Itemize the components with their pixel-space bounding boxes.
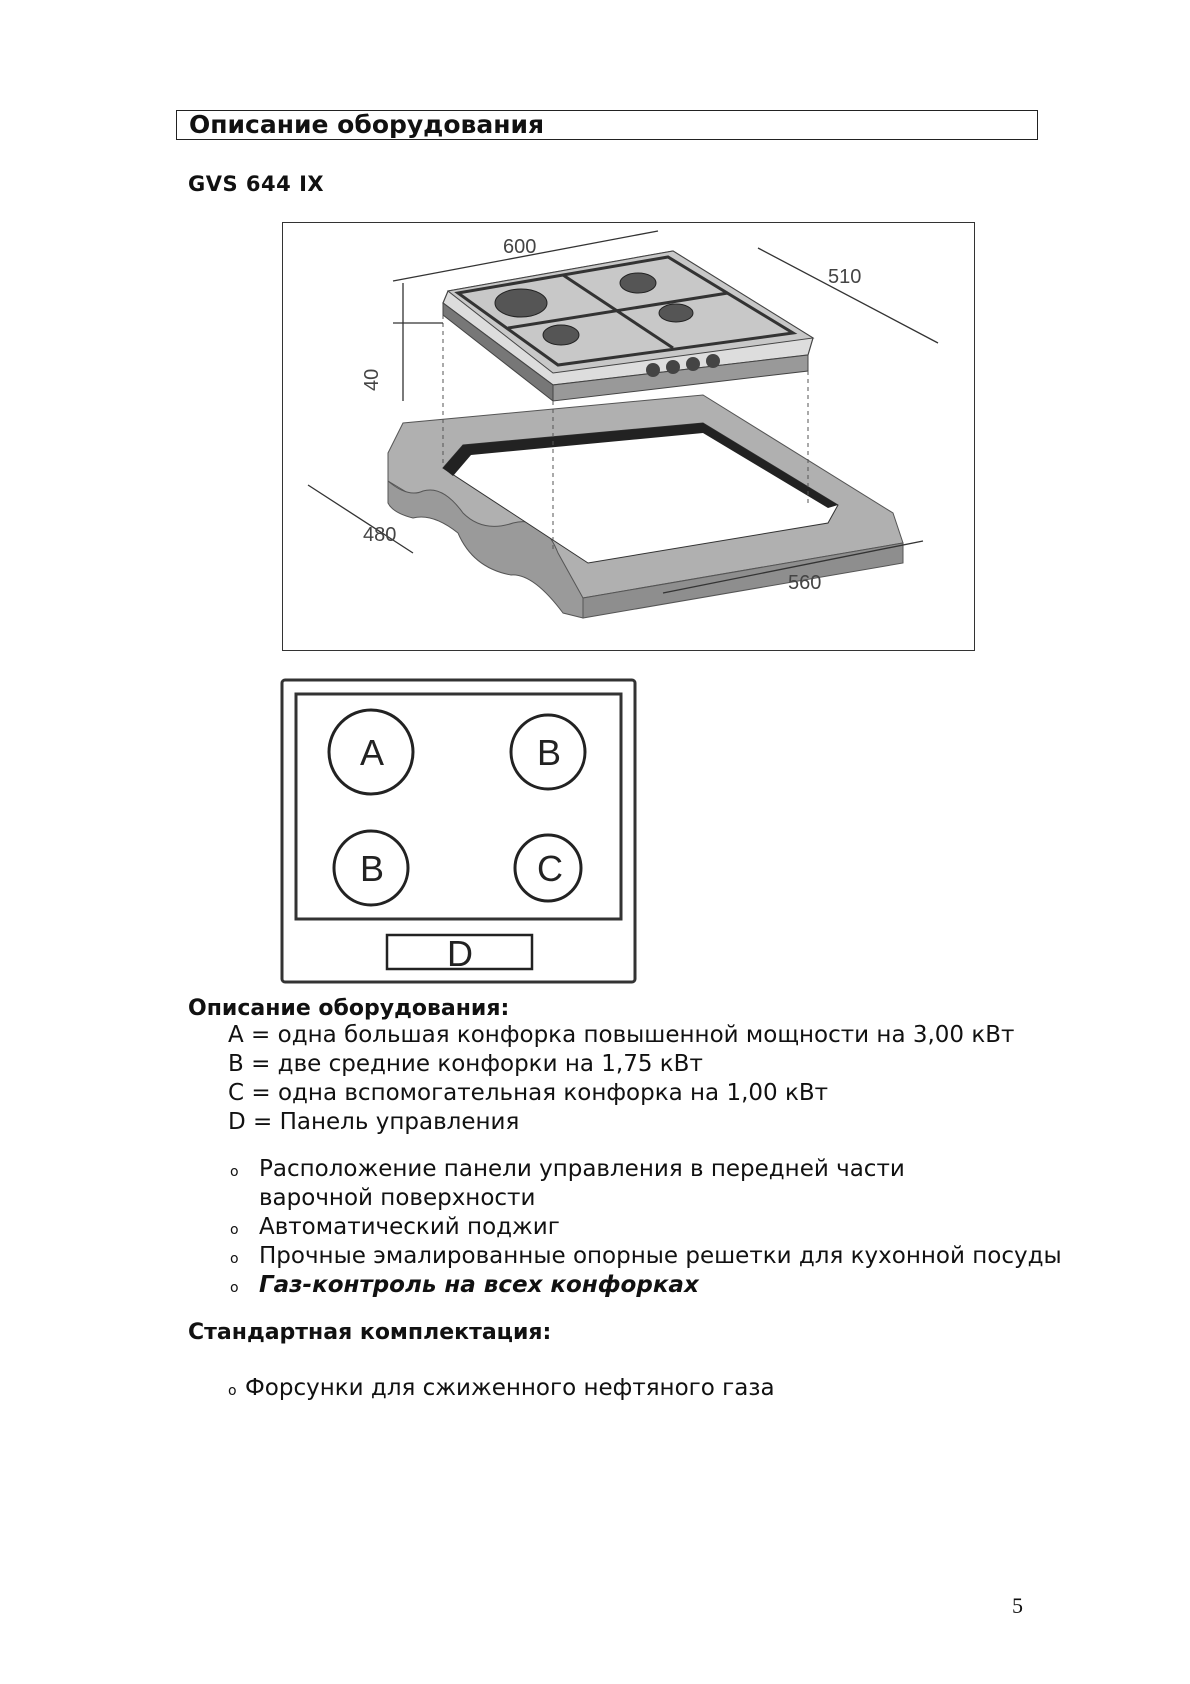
burner-label-a: A <box>360 732 385 773</box>
description-item: D = Панель управления <box>228 1109 520 1135</box>
dim-40: 40 <box>361 368 383 391</box>
model-name: GVS 644 IX <box>188 172 325 196</box>
bullet-icon: o <box>230 1251 239 1267</box>
countertop <box>388 395 903 618</box>
hob <box>443 251 813 401</box>
dim-510: 510 <box>828 266 862 288</box>
bullet-icon: o <box>230 1280 239 1296</box>
standard-title: Стандартная комплектация: <box>188 1320 552 1345</box>
description-item: A = одна большая конфорка повышенной мощности на 3,00 кВт <box>228 1022 1015 1048</box>
burner-label-b: B <box>360 848 385 889</box>
control-panel-label: D <box>447 933 473 974</box>
feature-item: Расположение панели управления в передней части <box>259 1156 905 1182</box>
burner-label-c: C <box>537 848 563 889</box>
burner-label-b: B <box>537 732 562 773</box>
bullet-icon: o <box>228 1383 237 1399</box>
page-number: 5 <box>1012 1593 1023 1618</box>
feature-item: Прочные эмалированные опорные решетки для кухонной посуды <box>259 1243 1062 1269</box>
hob-dimension-figure <box>282 222 975 651</box>
feature-item-continued: варочной поверхности <box>259 1185 536 1211</box>
description-title: Описание оборудования: <box>188 996 510 1021</box>
dim-600: 600 <box>503 236 537 258</box>
bullet-icon: o <box>230 1222 239 1238</box>
section-title: Описание оборудования <box>176 110 1038 140</box>
burner-layout-figure <box>280 678 637 984</box>
description-item: C = одна вспомогательная конфорка на 1,00 кВт <box>228 1080 829 1106</box>
description-item: B = две средние конфорки на 1,75 кВт <box>228 1051 703 1077</box>
feature-item-emphasis: Газ-контроль на всех конфорках <box>259 1272 699 1298</box>
dim-480: 480 <box>363 524 397 546</box>
standard-item: Форсунки для сжиженного нефтяного газа <box>245 1375 775 1401</box>
dim-560: 560 <box>788 572 822 594</box>
feature-item: Автоматический поджиг <box>259 1214 560 1240</box>
bullet-icon: o <box>230 1164 239 1180</box>
